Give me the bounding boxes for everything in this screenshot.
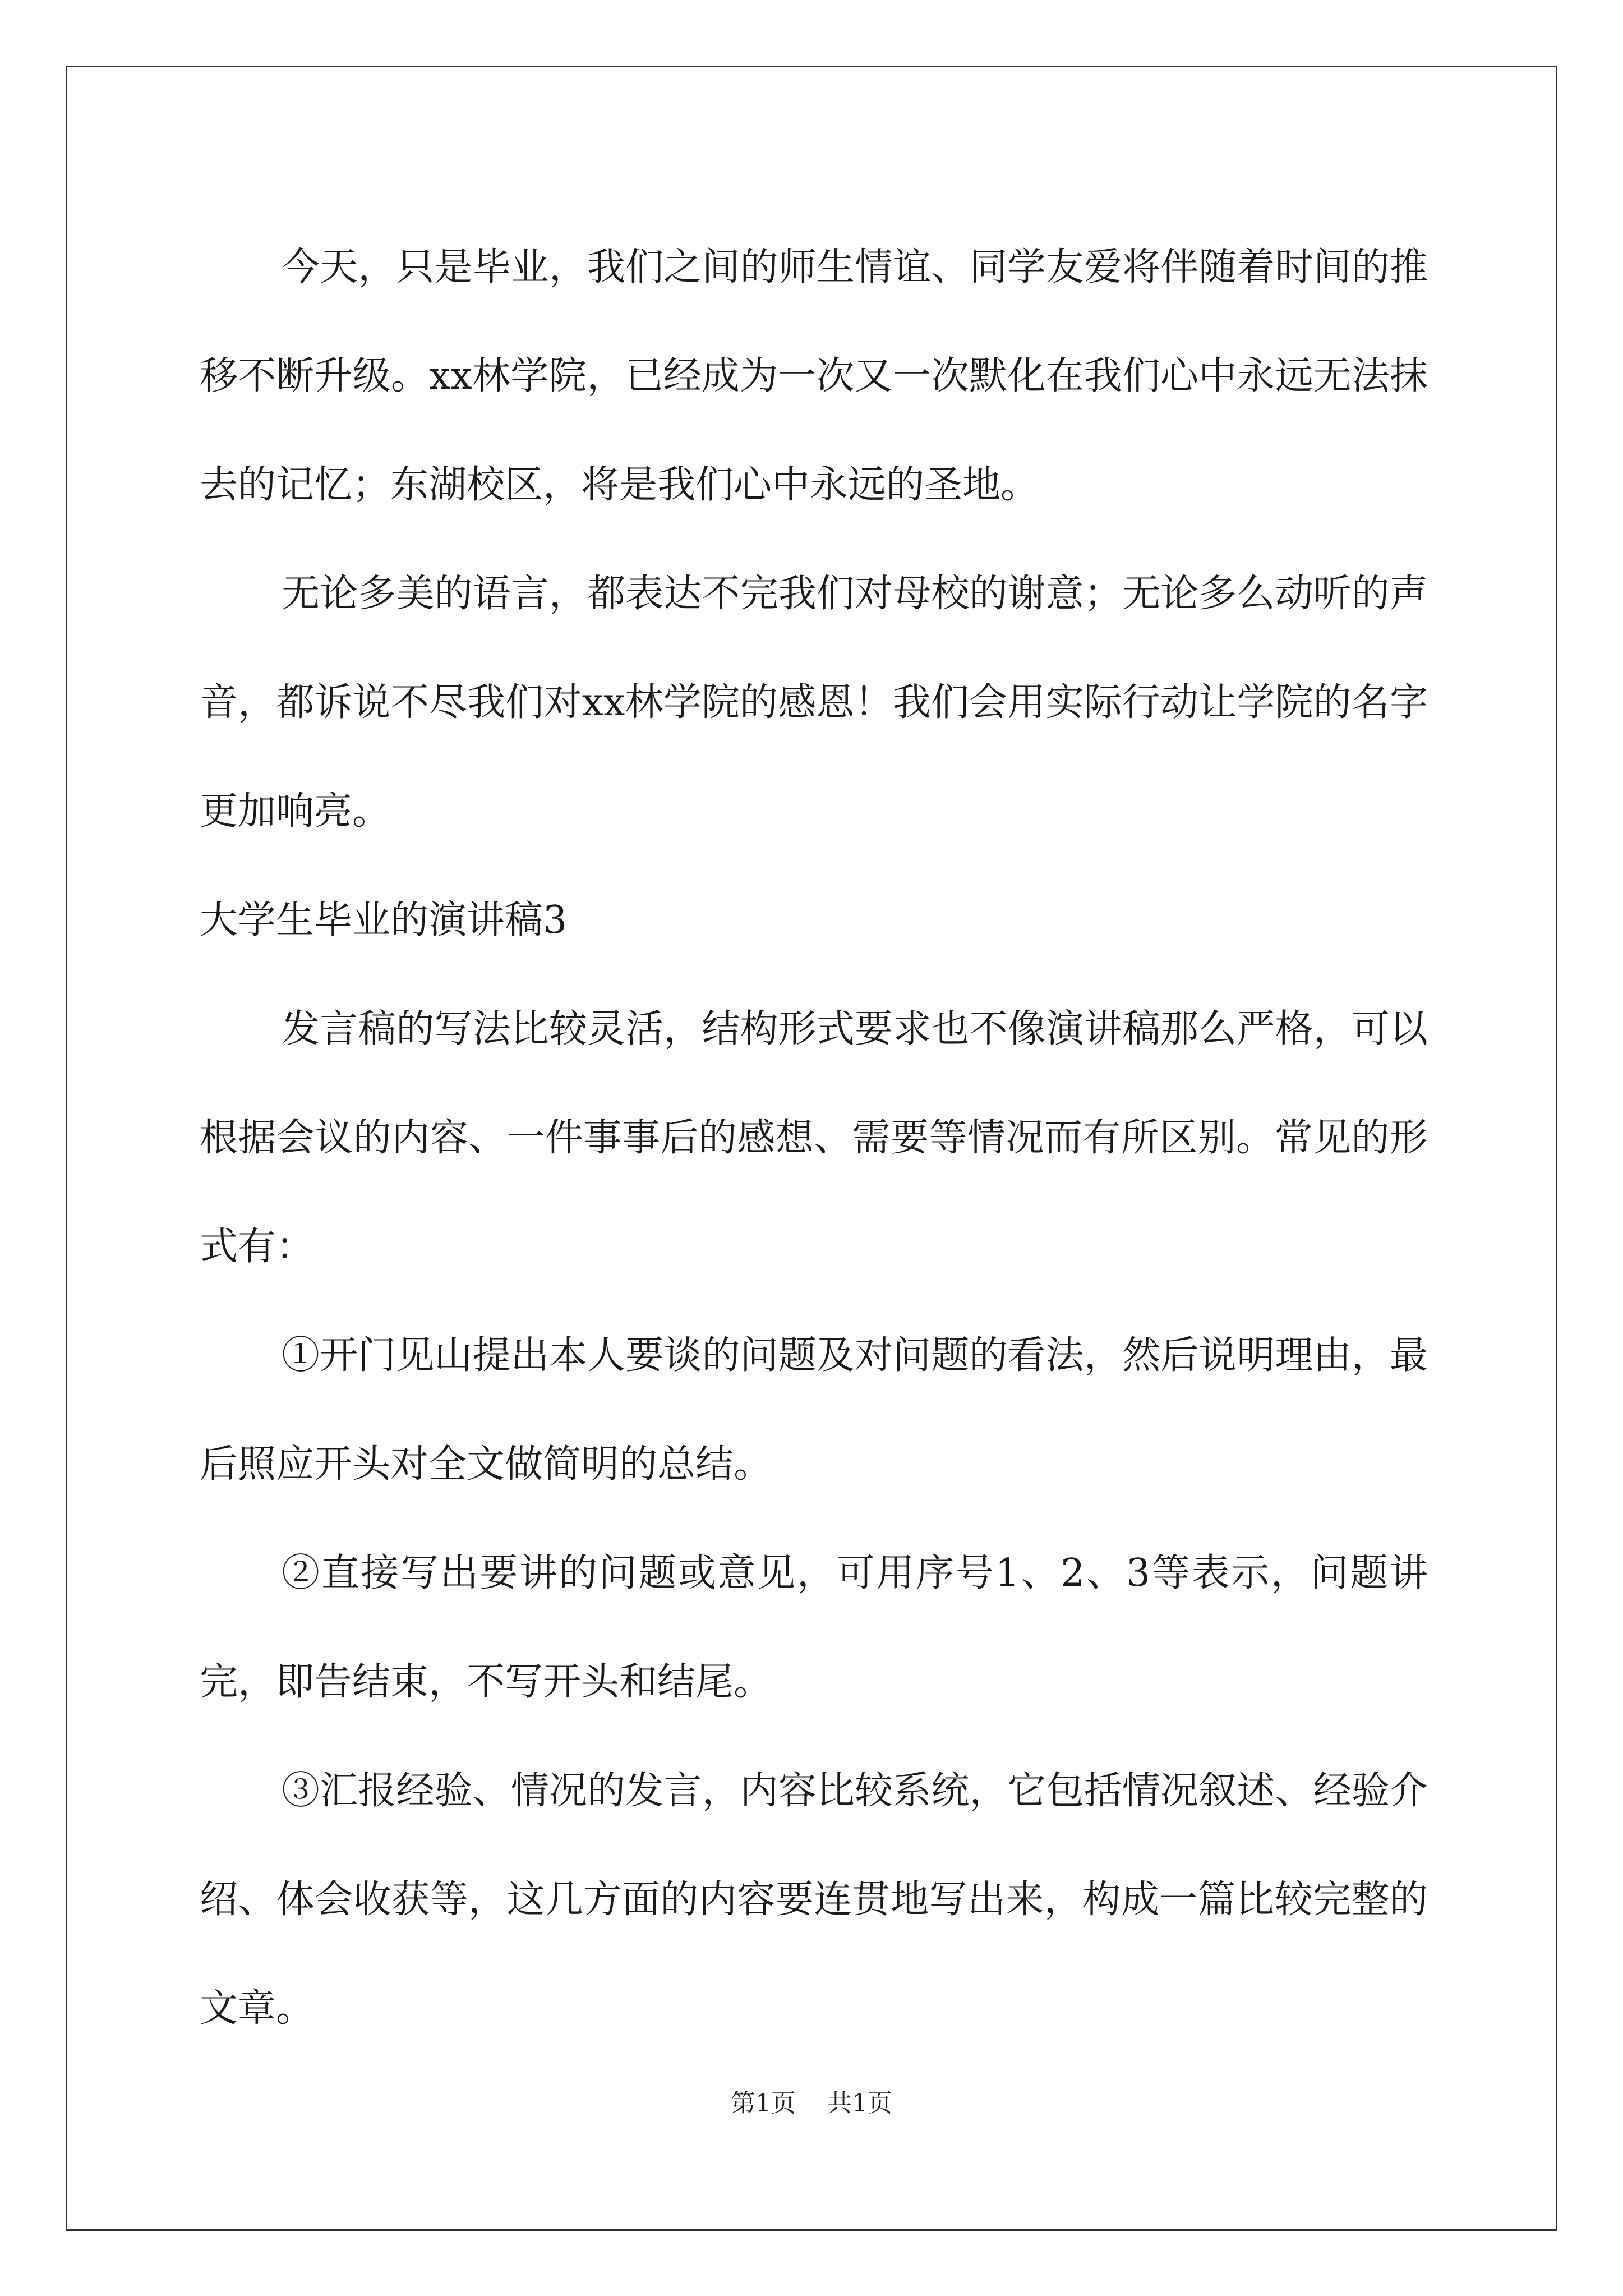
- page-total: 共1页: [827, 2089, 892, 2118]
- paragraph-graduation-friendship: 今天，只是毕业，我们之间的师生情谊、同学友爱将伴随着时间的推移不断升级。xx林学院，已经成为一次又一次默化在我们心中永远无法抹去的记忆；东湖校区，将是我们心中永远的圣地。: [200, 245, 1428, 507]
- section-heading: 大学生毕业的演讲稿3: [200, 898, 568, 942]
- list-item-3: ③汇报经验、情况的发言，内容比较系统，它包括情况叙述、经验介绍、体会收获等，这几方面的内容要连贯地写出来，构成一篇比较完整的文章。: [200, 1769, 1428, 2031]
- paragraph-gratitude: 无论多美的语言，都表达不完我们对母校的谢意；无论多么动听的声音，都诉说不尽我们对xx林学院的感恩！我们会用实际行动让学院的名字更加响亮。: [200, 572, 1428, 834]
- paragraph-speech-writing: 发言稿的写法比较灵活，结构形式要求也不像演讲稿那么严格，可以根据会议的内容、一件事事后的感想、需要等情况而有所区别。常见的形式有：: [200, 1007, 1428, 1269]
- list-item-2: ②直接写出要讲的问题或意见，可用序号1、2、3等表示，问题讲完，即告结束，不写开头和结尾。: [200, 1551, 1428, 1704]
- list-item-1: ①开门见山提出本人要谈的问题及对问题的看法，然后说明理由，最后照应开头对全文做简明的总结。: [200, 1333, 1428, 1487]
- page-number: 第1页: [731, 2089, 796, 2118]
- document-body: [200, 213, 1428, 2063]
- page-footer: [0, 2087, 1623, 2120]
